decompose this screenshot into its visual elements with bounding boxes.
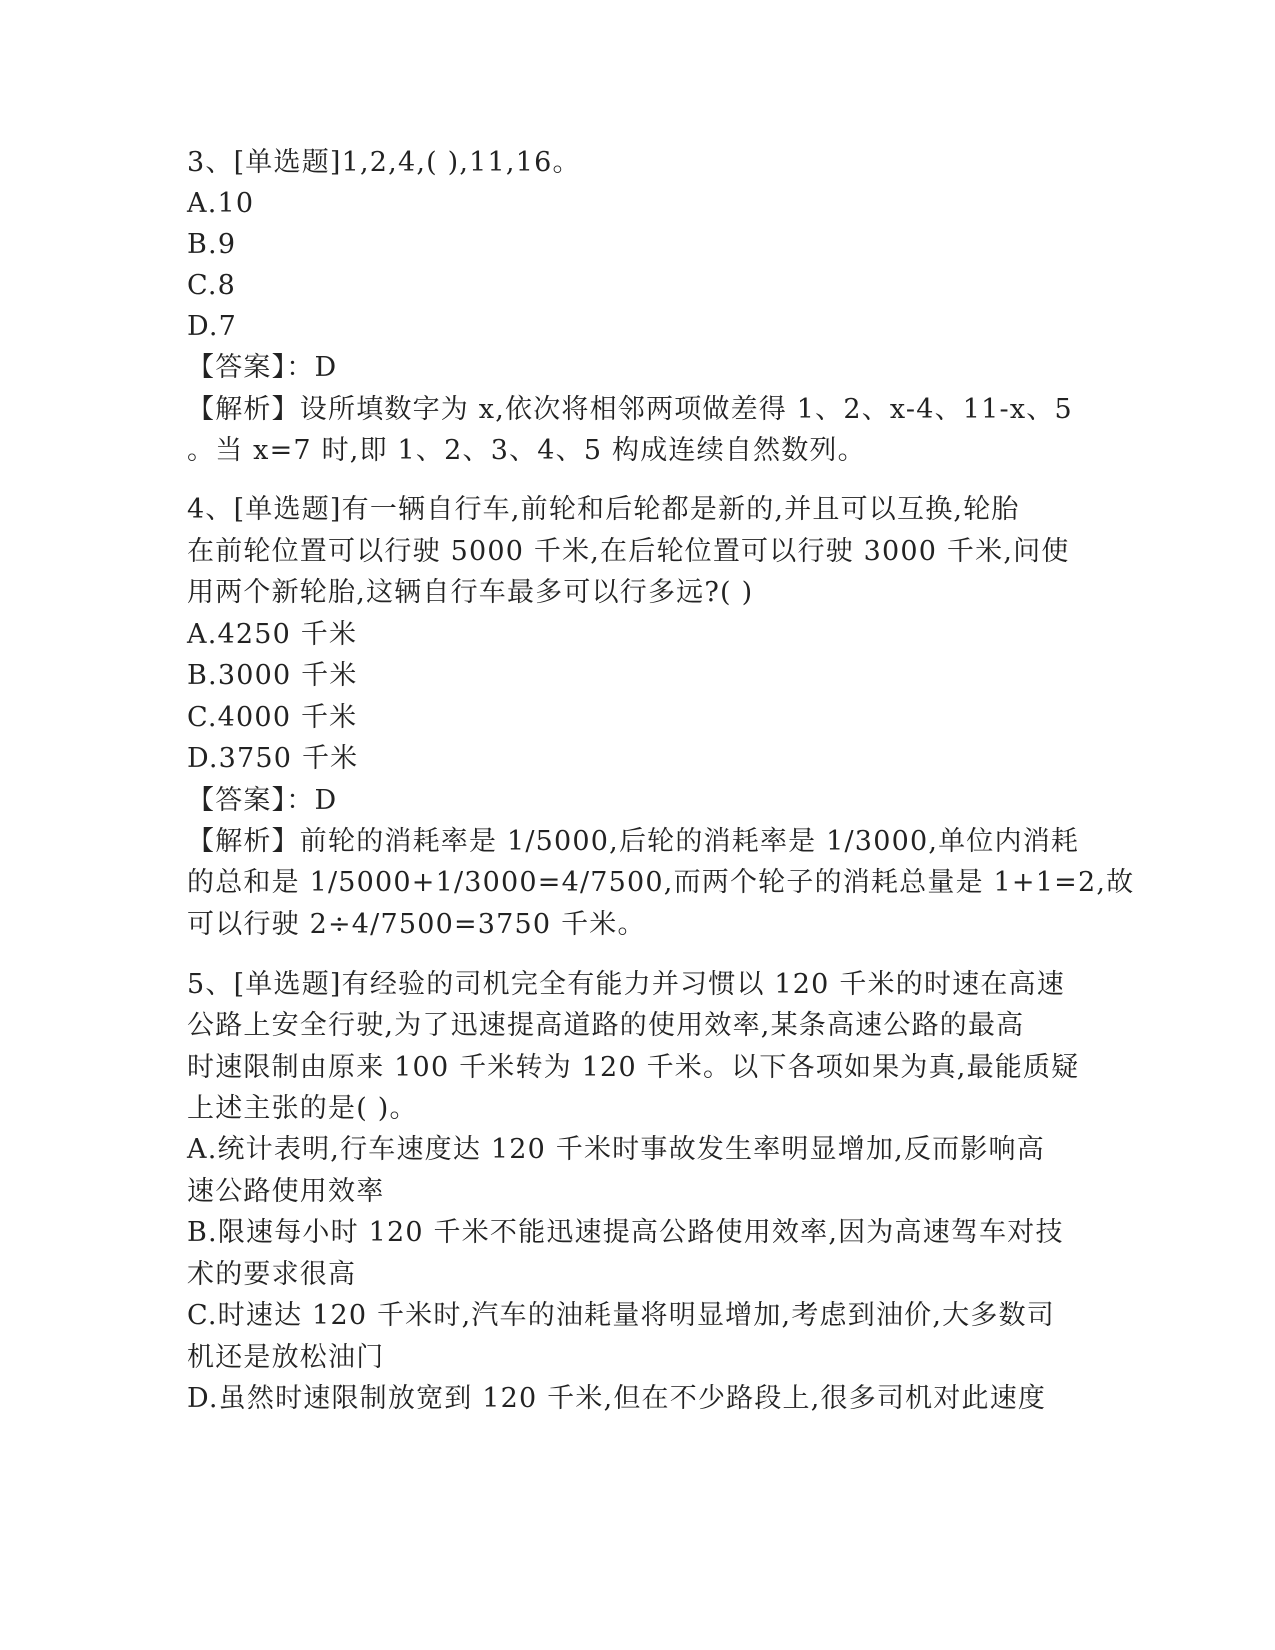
q4-stem-line-3: 用两个新轮胎,这辆自行车最多可以行多远?( ) xyxy=(187,577,754,608)
q4-option-b: B.3000 千米 xyxy=(187,660,358,691)
q5-option-a-line-1: A.统计表明,行车速度达 120 千米时事故发生率明显增加,反而影响高 xyxy=(187,1134,1045,1165)
q5-stem-line-1: 5、[单选题]有经验的司机完全有能力并习惯以 120 千米的时速在高速 xyxy=(187,969,1065,1000)
q4-stem-line-2: 在前轮位置可以行驶 5000 千米,在后轮位置可以行驶 3000 千米,问使 xyxy=(187,536,1070,567)
q4-analysis-line-1: 【解析】前轮的消耗率是 1/5000,后轮的消耗率是 1/3000,单位内消耗 xyxy=(187,826,1080,857)
q3-option-c: C.8 xyxy=(187,270,237,301)
q5-option-c-line-1: C.时速达 120 千米时,汽车的油耗量将明显增加,考虑到油价,大多数司 xyxy=(187,1300,1055,1331)
q4-option-c: C.4000 千米 xyxy=(187,702,358,733)
q5-stem-line-4: 上述主张的是( )。 xyxy=(187,1093,418,1124)
q5-option-c-line-2: 机还是放松油门 xyxy=(187,1342,385,1373)
q3-option-a: A.10 xyxy=(187,188,255,219)
q5-option-b-line-1: B.限速每小时 120 千米不能迅速提高公路使用效率,因为高速驾车对技 xyxy=(187,1217,1064,1248)
q5-option-a-line-2: 速公路使用效率 xyxy=(187,1176,385,1207)
q5-stem-line-3: 时速限制由原来 100 千米转为 120 千米。以下各项如果为真,最能质疑 xyxy=(187,1052,1080,1083)
q5-stem-line-2: 公路上安全行驶,为了迅速提高道路的使用效率,某条高速公路的最高 xyxy=(187,1010,1025,1041)
q5-option-d-line-1: D.虽然时速限制放宽到 120 千米,但在不少路段上,很多司机对此速度 xyxy=(187,1383,1047,1414)
q4-option-a: A.4250 千米 xyxy=(187,619,358,650)
q4-stem-line-1: 4、[单选题]有一辆自行车,前轮和后轮都是新的,并且可以互换,轮胎 xyxy=(187,494,1020,525)
q3-stem: 3、[单选题]1,2,4,( ),11,16。 xyxy=(187,147,581,178)
q3-answer: 【答案】：D xyxy=(187,352,338,383)
q3-analysis-line-2: 。当 x=7 时,即 1、2、3、4、5 构成连续自然数列。 xyxy=(187,435,866,466)
q3-option-b: B.9 xyxy=(187,229,237,260)
q4-analysis-line-2: 的总和是 1/5000+1/3000=4/7500,而两个轮子的消耗总量是 1+1=2,故 xyxy=(187,867,1135,898)
q4-analysis-line-3: 可以行驶 2÷4/7500=3750 千米。 xyxy=(187,909,646,940)
q4-answer: 【答案】：D xyxy=(187,785,338,816)
q3-analysis-line-1: 【解析】设所填数字为 x,依次将相邻两项做差得 1、2、x-4、11-x、5 xyxy=(187,394,1073,425)
q4-option-d: D.3750 千米 xyxy=(187,743,359,774)
q3-option-d: D.7 xyxy=(187,311,238,342)
q5-option-b-line-2: 术的要求很高 xyxy=(187,1259,357,1290)
